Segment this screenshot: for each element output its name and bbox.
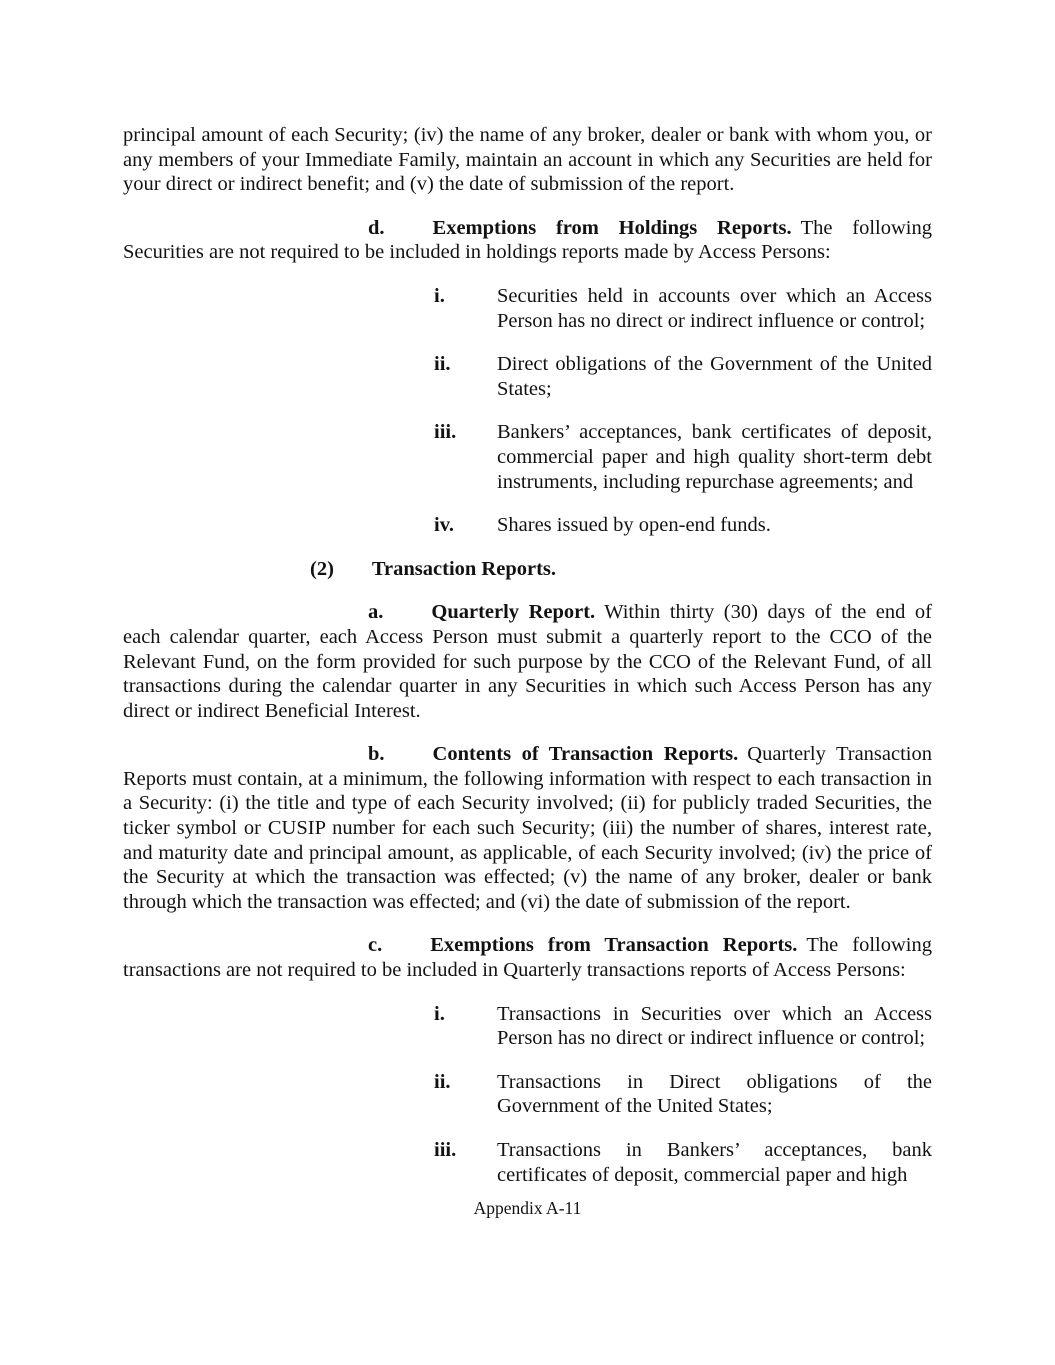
section-2-heading: Transaction Reports.	[371, 557, 557, 580]
tab-spacer	[383, 617, 431, 618]
section-c-paragraph	[123, 933, 932, 982]
list-item-text: Transactions in Bankers’ acceptances, bank certificates of deposit, commercial paper and high	[497, 1139, 932, 1186]
tab-spacer	[385, 759, 433, 760]
page-footer	[0, 1197, 1055, 1219]
tab-spacer	[123, 617, 368, 618]
transaction-exemptions-list	[434, 1002, 932, 1188]
list-item-text: Direct obligations of the Government of the United States;	[497, 353, 932, 400]
list-item	[434, 284, 932, 333]
list-item-numeral: iv.	[434, 514, 454, 537]
list-item-numeral: i.	[434, 1002, 445, 1025]
list-item	[434, 513, 932, 538]
list-item-text: Shares issued by open-end funds.	[497, 514, 771, 537]
tab-spacer	[123, 759, 368, 760]
tab-spacer	[123, 233, 368, 234]
list-item-numeral: iii.	[434, 421, 457, 444]
section-2-label: (2)	[310, 557, 334, 580]
list-item-text: Bankers’ acceptances, bank certificates of deposit, commercial paper and high quality short-term debt instruments, including repurchase agreements; and	[497, 421, 932, 493]
list-item	[434, 1138, 932, 1187]
tab-spacer	[334, 574, 372, 575]
list-item-numeral: ii.	[434, 1070, 451, 1093]
list-item	[434, 352, 932, 401]
section-a-label: a.	[368, 601, 384, 624]
list-item-numeral: iii.	[434, 1139, 457, 1161]
section-a-text: Within thirty (30) days of the end of each calendar quarter, each Access Person must submit a quarterly report to the CCO of the Relevant Fund, on the form provided for such purpose by the CCO of the Relevant Fund, of all transactions during the calendar quarter in any Securities in which such Access Person has any direct or indirect Beneficial Interest.	[123, 601, 932, 722]
tab-spacer	[123, 574, 310, 575]
holdings-exemptions-list	[434, 284, 932, 538]
section-a-paragraph	[123, 600, 932, 723]
section-c-text: The following transactions are not required to be included in Quarterly transactions reports of Access Persons:	[123, 934, 932, 982]
list-item	[434, 1070, 932, 1119]
tab-spacer	[382, 950, 430, 951]
list-item-text: Transactions in Direct obligations of the Government of the United States;	[497, 1070, 932, 1118]
section-b-text: Quarterly Transaction Reports must contain, at a minimum, the following information with respect to each transaction in a Security: (i) the title and type of each Security involved; (ii) for publicly traded Securities, the ticker symbol or CUSIP number for each such Security; (iii) the number of shares, interest rate, and maturity date and principal amount, as applicable, of each Security involved; (iv) the price of the Security at which the transaction was effected; (v) the name of any broker, dealer or bank through which the transaction was effected; and (vi) the date of submission of the report.	[123, 743, 932, 913]
list-item-text: Securities held in accounts over which an Access Person has no direct or indirect influence or control;	[497, 284, 932, 332]
section-b-label: b.	[368, 743, 385, 766]
section-d-paragraph	[123, 216, 932, 265]
list-item	[434, 1002, 932, 1051]
page-content	[123, 123, 932, 1206]
list-item	[434, 420, 932, 494]
section-b-paragraph	[123, 742, 932, 914]
list-item-text: Transactions in Securities over which an Access Person has no direct or indirect influence or control;	[497, 1002, 932, 1050]
paragraph-continuation: principal amount of each Security; (iv) the name of any broker, dealer or bank with whom you, or any members of your Immediate Family, maintain an account in which any Securities are held for your direct or indirect benefit; and (v) the date of submission of the report.	[123, 124, 932, 196]
list-item-numeral: i.	[434, 284, 445, 307]
section-b-heading: Contents of Transaction Reports.	[432, 743, 739, 766]
section-a-heading: Quarterly Report.	[431, 601, 596, 624]
footer-page-label: Appendix A-11	[473, 1198, 582, 1218]
tab-spacer	[385, 233, 433, 234]
list-item-numeral: ii.	[434, 353, 451, 376]
section-c-label: c.	[368, 934, 383, 957]
tab-spacer	[123, 950, 368, 951]
section-d-heading: Exemptions from Holdings Reports.	[432, 216, 792, 239]
section-d-label: d.	[368, 216, 385, 239]
section-2-heading-line	[123, 557, 932, 582]
section-d-text: The following Securities are not required to be included in holdings reports made by Access Persons:	[123, 216, 932, 264]
section-c-heading: Exemptions from Transaction Reports.	[430, 934, 798, 957]
